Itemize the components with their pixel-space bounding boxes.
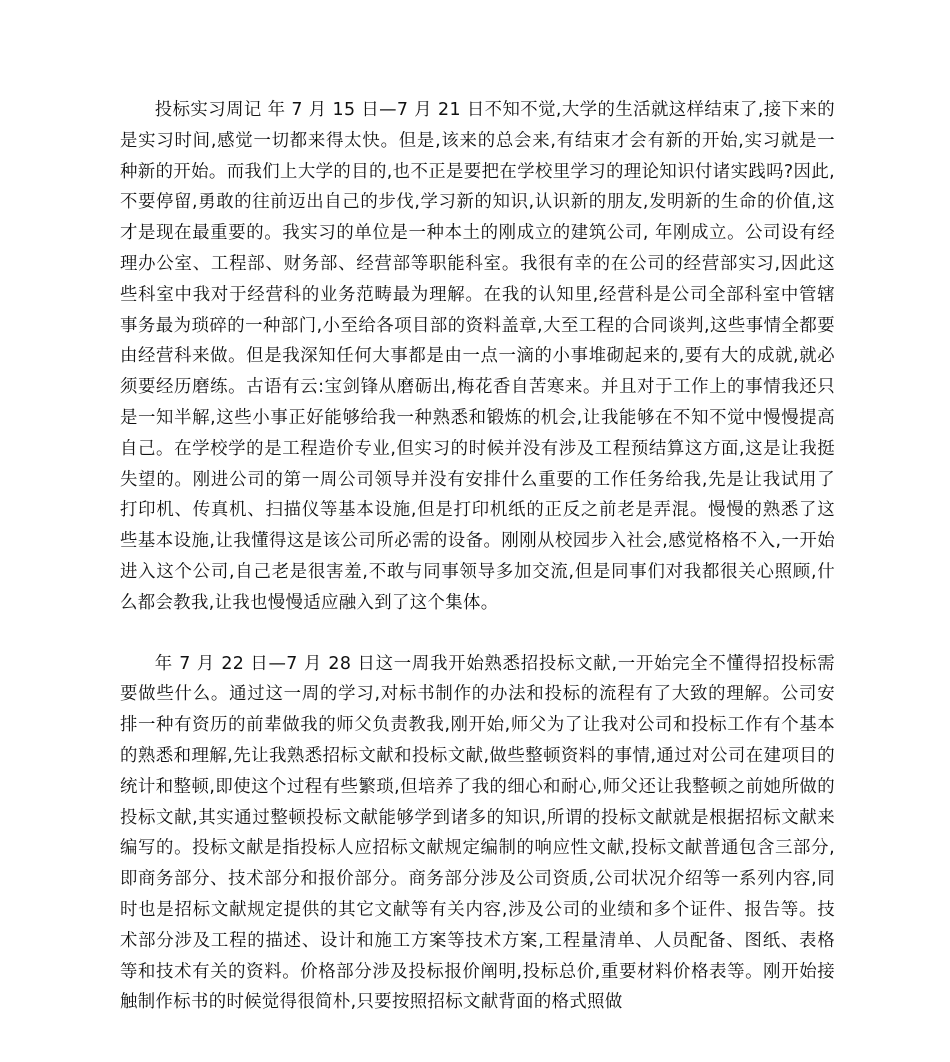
paragraph-week-1: 投标实习周记 年 7 月 15 日—7 月 21 日不知不觉,大学的生活就这样结束了,接下来的是实习时间,感觉一切都来得太快。但是,该来的总会来,有结束才会有新的开始,实习就是一种新的开始。而我们上大学的目的,也不正是要把在学校里学习的理论知识付诸实践吗?因此,不要停留,勇敢的往前迈出自己的步伐,学习新的知识,认识新的朋友,发明新的生命的价值,这才是现在最重要的。我实习的单位是一种本土的刚成立的建筑公司, 年刚成立。公司设有经理办公室、工程部、财务部、经营部等职能科室。我很有幸的在公司的经营部实习,因此这些科室中我对于经营科的业务范畴最为理解。在我的认知里,经营科是公司全部科室中管辖事务最为琐碎的一种部门,小至给各项目部的资料盖章,大至工程的合同谈判,这些事情全都要由经营科来做。但是我深知任何大事都是由一点一滴的小事堆砌起来的,要有大的成就,就必须要经历磨练。古语有云:宝剑锋从磨砺出,梅花香自苦寒来。并且对于工作上的事情我还只是一知半解,这些小事正好能够给我一种熟悉和锻炼的机会,让我能够在不知不觉中慢慢提高自己。在学校学的是工程造价专业,但实习的时候并没有涉及工程预结算这方面,这是让我挺失望的。刚进公司的第一周公司领导并没有安排什么重要的工作任务给我,先是让我试用了打印机、传真机、扫描仪等基本设施,但是打印机纸的正反之前老是弄混。慢慢的熟悉了这些基本设施,让我懂得这是该公司所必需的设备。刚刚从校园步入社会,感觉格格不入,一开始进入这个公司,自己老是很害羞,不敢与同事领导多加交流,但是同事们对我都很关心照顾,什么都会教我,让我也慢慢适应融入到了这个集体。 <box>120 100 835 613</box>
paragraph-week-2: 年 7 月 22 日—7 月 28 日这一周我开始熟悉招投标文献,一开始完全不懂得招投标需要做些什么。通过这一周的学习,对标书制作的办法和投标的流程有了大致的理解。公司安排一种有资历的前辈做我的师父负责教我,刚开始,师父为了让我对公司和投标工作有个基本的熟悉和理解,先让我熟悉招标文献和投标文献,做些整顿资料的事情,通过对公司在建项目的统计和整顿,即使这个过程有些繁琐,但培养了我的细心和耐心,师父还让我整顿之前她所做的投标文献,其实通过整顿投标文献能够学到诸多的知识,所谓的投标文献就是根据招标文献来编写的。投标文献是指投标人应招标文献规定编制的响应性文献,投标文献普通包含三部分,即商务部分、技术部分和报价部分。商务部分涉及公司资质,公司状况介绍等一系列内容,同时也是招标文献规定提供的其它文献等有关内容,涉及公司的业绩和多个证件、报告等。技术部分涉及工程的描述、设计和施工方案等技术方案,工程量清单、人员配备、图纸、表格等和技术有关的资料。价格部分涉及投标报价阐明,投标总价,重要材料价格表等。刚开始接触制作标书的时候觉得很简朴,只要按照招标文献背面的格式照做 <box>120 653 835 1013</box>
document-page <box>120 95 835 1018</box>
